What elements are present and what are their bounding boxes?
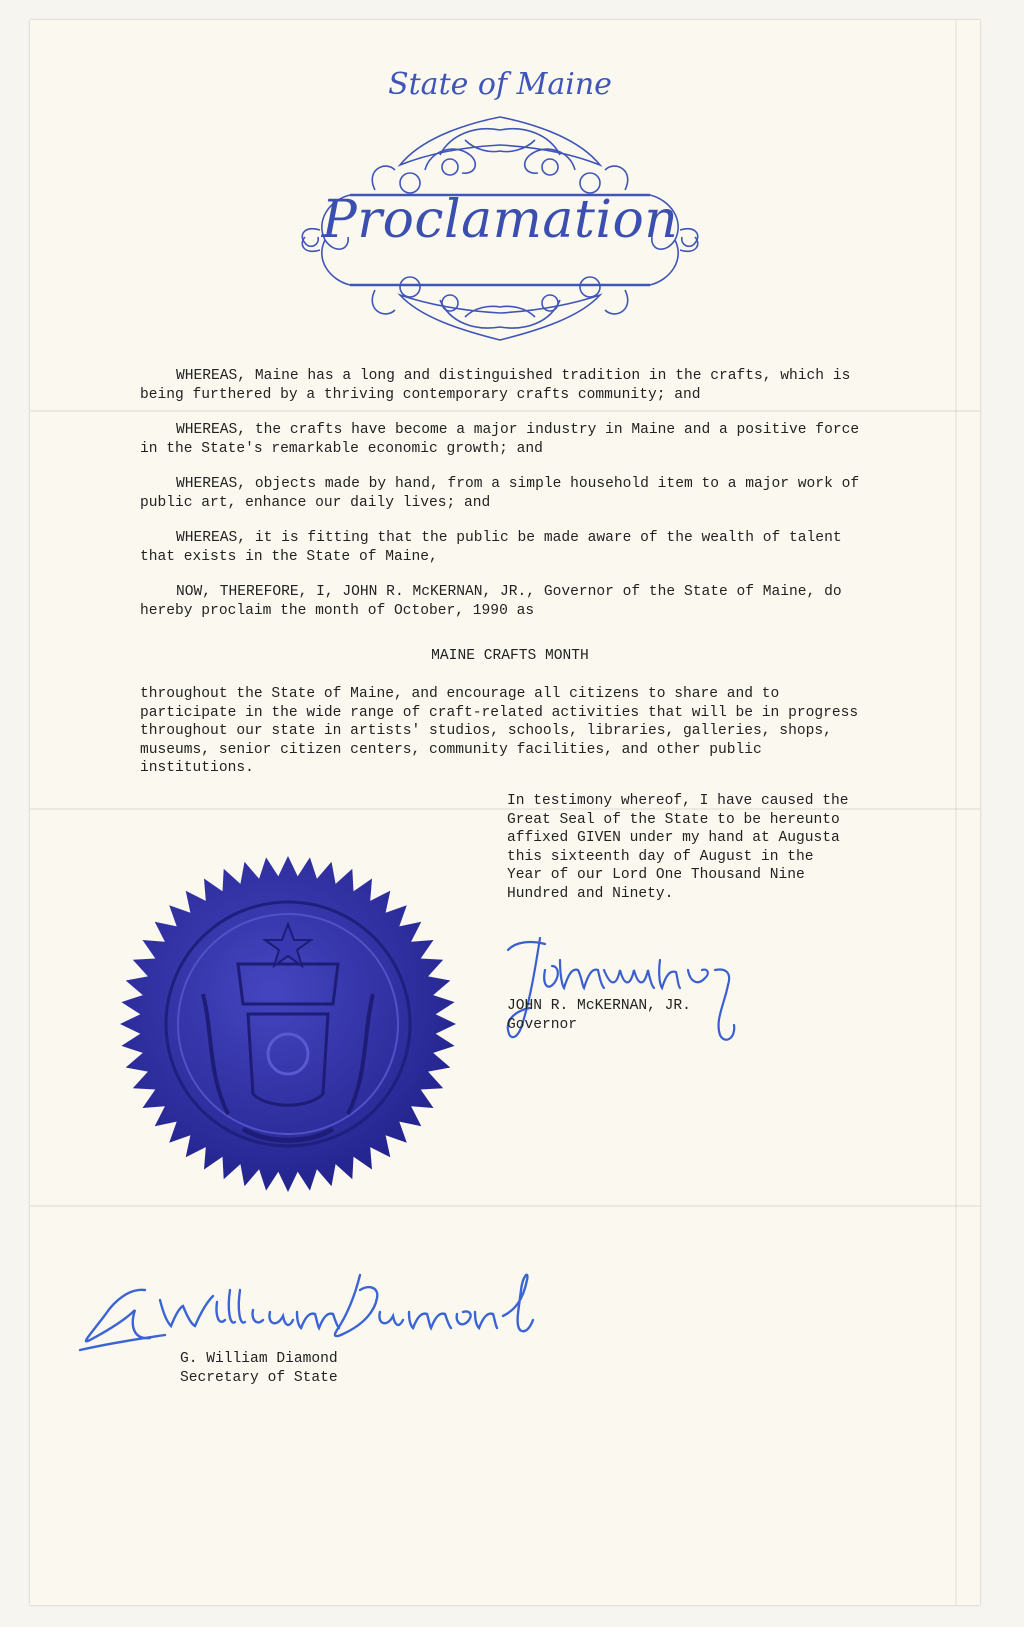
fold-line (30, 1205, 980, 1207)
closing-paragraph (140, 685, 880, 795)
governor-name: JOHN R. McKERNAN, JR. (507, 998, 691, 1014)
paragraph-5: NOW, THEREFORE, I, JOHN R. McKERNAN, JR., Governor of the State of Maine, do hereby proclaim the month of October, 1990 as (140, 584, 842, 619)
secretary-name: G. William Diamond (180, 1351, 338, 1367)
paragraph-4: WHEREAS, it is fitting that the public be made aware of the wealth of talent that exists in the State of Maine, (140, 530, 842, 565)
paragraph-1: WHEREAS, Maine has a long and distinguished tradition in the crafts, which is being furthered by a thriving contemporary crafts community; and (140, 368, 851, 403)
proclamation-title: Proclamation (321, 190, 679, 250)
governor-block (507, 997, 807, 1035)
paragraph-3: WHEREAS, objects made by hand, from a simple household item to a major work of public art, enhance our daily lives; and (140, 476, 860, 511)
secretary-title: Secretary of State (180, 1370, 338, 1386)
governor-title: Governor (507, 1017, 578, 1033)
state-title: State of Maine (388, 67, 612, 102)
secretary-block (180, 1350, 480, 1388)
paper-edge (955, 20, 957, 1605)
closing-text: throughout the State of Maine, and encourage all citizens to share and to participate in the wide range of craft-related activities that will be in progress throughout our state in artists' studios, schools, libraries, galleries, shops, museums, senior citizen centers, community facilities, and other public institutions. (140, 686, 859, 776)
whereas-clauses (140, 367, 880, 637)
testimony-clause: In testimony whereof, I have caused the Great Seal of the State to be hereunto affixed GIVEN under my hand at Augusta this sixteenth day of August in the Year of our Lord One Thousand Nine Hundred and Ninety. (507, 793, 849, 902)
great-seal (118, 854, 458, 1194)
paragraph-2: WHEREAS, the crafts have become a major industry in Maine and a positive force in the State's remarkable economic growth; and (140, 422, 860, 457)
proclamation-header (290, 55, 710, 345)
proclaimed-title: MAINE CRAFTS MONTH (431, 648, 589, 664)
